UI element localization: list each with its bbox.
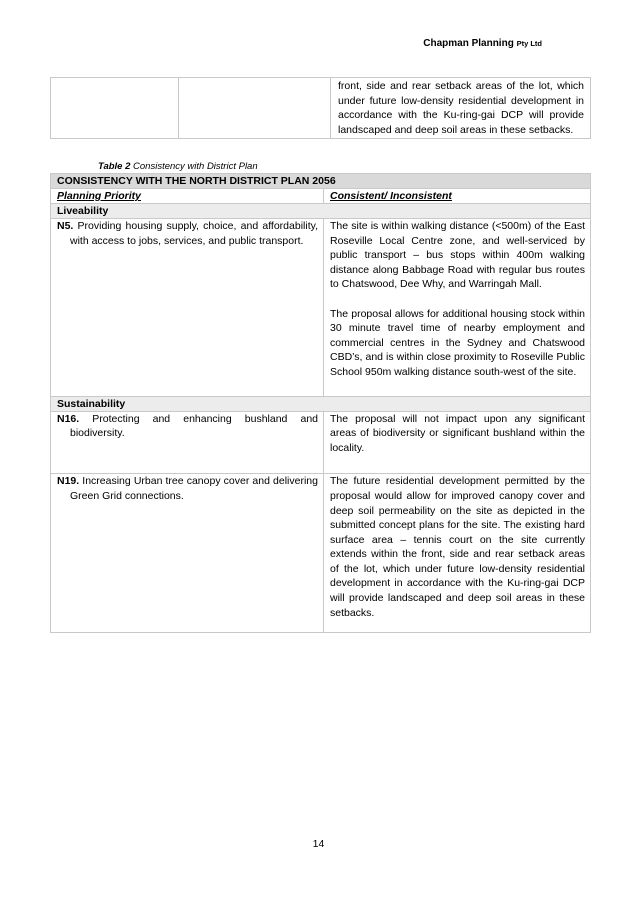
table-row xyxy=(51,396,591,411)
response-cell xyxy=(324,219,591,397)
page-header xyxy=(423,38,542,49)
table-row xyxy=(51,189,591,204)
response-paragraph: The proposal will not impact upon any significant areas of biodiversity or significant bushland within the locality. xyxy=(330,412,586,454)
response-cell xyxy=(324,474,591,633)
empty-cell xyxy=(51,78,179,139)
priority-cell xyxy=(51,219,324,397)
table-row xyxy=(51,474,591,633)
priority-text: Protecting and enhancing bushland and biodiversity. xyxy=(70,412,318,440)
response-paragraph: The proposal allows for additional housing stock within 30 minute travel time of nearby employment and commercial centres in the Sydney and Chatswood CBD’s, and is within close proximity to Roseville Public School 950m walking distance south-west of the site. xyxy=(330,307,586,378)
continuation-cell xyxy=(331,78,591,139)
company-suffix: Pty Ltd xyxy=(516,39,542,48)
table-row xyxy=(51,204,591,219)
section-liveability: Liveability xyxy=(51,204,591,219)
response-paragraph: The future residential development permitted by the proposal would allow for improved canopy cover and deep soil permeability on the site as depicted in the submitted concept plans for the site. The existing hard surface area – tennis court on the site currently extends within the front, side and rear setback areas of the lot, which under future low-density residential development in accordance with the Ku-ring-gai DCP will provide landscaped and deep soil areas in these setbacks. xyxy=(330,475,586,619)
continuation-text: front, side and rear setback areas of the lot, which under future low-density residential development in accordance with the Ku-ring-gai DCP will provide landscaped and deep soil areas in these setbacks. xyxy=(338,80,584,136)
column-header-priority: Planning Priority xyxy=(51,189,324,204)
priority-cell xyxy=(51,474,324,633)
table-title-band: CONSISTENCY WITH THE NORTH DISTRICT PLAN 2056 xyxy=(51,174,591,189)
district-plan-table xyxy=(50,173,591,633)
priority-code: N16. xyxy=(57,412,80,425)
table-caption xyxy=(98,161,258,172)
response-paragraph: The site is within walking distance (<500m) of the East Roseville Local Centre zone, and well-serviced by public transport – bus stops within 400m walking distance along Babbage Road with regular bus routes to Chatswood, Dee Why, and Warringah Mall. xyxy=(330,220,586,291)
table-row xyxy=(51,174,591,189)
company-name: Chapman Planning xyxy=(423,38,514,49)
table-row xyxy=(51,78,591,139)
priority-text: Increasing Urban tree canopy cover and delivering Green Grid connections. xyxy=(70,475,318,502)
priority-code: N19. xyxy=(57,475,80,488)
caption-label: Table 2 xyxy=(98,161,131,172)
priority-code: N5. xyxy=(57,220,74,232)
table-row xyxy=(51,219,591,397)
section-sustainability: Sustainability xyxy=(51,396,591,411)
priority-cell xyxy=(51,411,324,474)
empty-cell xyxy=(179,78,331,139)
priority-text: Providing housing supply, choice, and affordability, with access to jobs, services, and public transport. xyxy=(70,220,318,247)
caption-text: Consistency with District Plan xyxy=(130,161,258,172)
column-header-consistency: Consistent/ Inconsistent xyxy=(324,189,591,204)
table-row xyxy=(51,411,591,474)
page-number: 14 xyxy=(312,838,325,850)
continuation-table xyxy=(50,77,591,139)
response-cell xyxy=(324,411,591,474)
